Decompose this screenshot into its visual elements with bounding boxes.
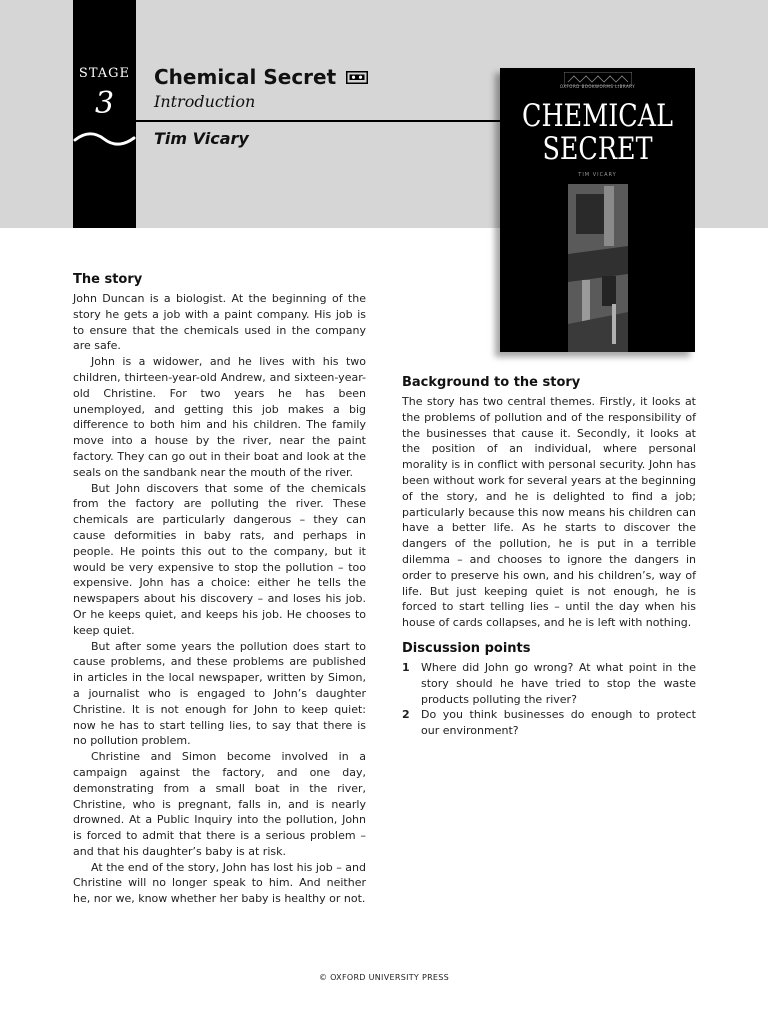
book-cover bbox=[500, 68, 695, 352]
cover-title bbox=[518, 100, 678, 166]
copyright-footer: © OXFORD UNIVERSITY PRESS bbox=[318, 973, 450, 982]
background-paragraph: The story has two central themes. Firstly, it looks at the problems of pollution and of the responsibility of the businesses that cause it. Secondly, it looks at the position of an individual, where personal morality is in conflict with personal security. John has been without work for several years at the beginning of the story, and he is delighted to find a job; particularly because this now means his children can have a better life. As he starts to discover the dangers of the pollution, he is put in a terrible dilemma – and chooses to ignore the dangers in order to preserve his own, and his children’s, way of life. But just keeping quiet is not enough, he is forced to start telling lies – until the day when his house of cards collapses, and he is left with nothing. bbox=[402, 395, 696, 630]
factory-photo-icon bbox=[568, 184, 628, 352]
discussion-number: 2 bbox=[402, 708, 410, 722]
stage-label: STAGE bbox=[78, 66, 131, 81]
introduction-subtitle: Introduction bbox=[154, 92, 256, 111]
discussion-text: Where did John go wrong? At what point in the story should he have tried to stop the waste products polluting the river? bbox=[421, 660, 696, 706]
story-paragraph: John Duncan is a biologist. At the beginning of the story he gets a job with a paint company. His job is to ensure that the chemicals used in the company are safe. bbox=[73, 292, 366, 353]
book-title: Chemical Secret bbox=[154, 65, 337, 89]
list-item bbox=[402, 707, 696, 739]
cover-author: TIM VICARY bbox=[578, 172, 617, 178]
story-paragraph: John is a widower, and he lives with his two children, thirteen-year-old Andrew, and sixteen-year-old Christine. For two years he has been unemployed, and getting this job makes a big difference to both him and his children. The family move into a house by the river, near the paint factory. They can go out in their boat and look at the seals on the sandbank near the mouth of the river. bbox=[73, 355, 366, 479]
background-section bbox=[402, 374, 696, 739]
title-divider bbox=[136, 120, 502, 122]
discussion-text: Do you think businesses do enough to protect our environment? bbox=[421, 708, 696, 738]
list-item bbox=[402, 660, 696, 707]
story-paragraph: But John discovers that some of the chemicals from the factory are polluting the river. These chemicals are particularly dangerous – they can cause deformities in baby rats, and perhaps in people. He points this out to the company, but it would be very expensive to stop the pollution – too expensive. John has a choice: either he tells the newspapers about his discovery – and loses his job. Or he keeps quiet, and keeps his job. He chooses to keep quiet. bbox=[73, 481, 366, 637]
discussion-section bbox=[402, 640, 696, 739]
background-heading: Background to the story bbox=[402, 375, 581, 390]
story-paragraph: Christine and Simon become involved in a campaign against the factory, and one day, demonstrating from a small boat in the river, Christine, who is pregnant, falls in, and is nearly drowned. At a Public Inquiry into the pollution, John is forced to admit that there is a serious problem – and that his daughter’s baby is at risk. bbox=[73, 750, 366, 858]
stage-marker bbox=[73, 0, 136, 228]
cover-title-line2: SECRET bbox=[542, 131, 653, 167]
stage-number: 3 bbox=[94, 86, 115, 121]
discussion-heading: Discussion points bbox=[402, 640, 531, 656]
cover-photo bbox=[568, 184, 628, 352]
author-name: Tim Vicary bbox=[154, 129, 249, 148]
story-heading: The story bbox=[73, 272, 143, 287]
story-paragraph: At the end of the story, John has lost his job – and Christine will no longer speak to him. And neither he, nor we, know whether her baby is healthy or not. bbox=[73, 860, 366, 906]
discussion-list bbox=[402, 660, 696, 739]
wave-ornament-icon bbox=[73, 130, 136, 148]
cassette-icon bbox=[346, 71, 368, 84]
story-paragraph: But after some years the pollution does start to cause problems, and these problems are published in articles in the local newspaper, written by Simon, a journalist who is engaged to John’s daughter Christine. It is not enough for John to keep quiet: now he has to start telling lies, to say that there is no pollution problem. bbox=[73, 639, 366, 748]
book-title-row bbox=[154, 63, 368, 91]
cover-title-line1: CHEMICAL bbox=[522, 98, 673, 134]
story-section bbox=[73, 271, 366, 907]
cover-series-text: OXFORD BOOKWORMS LIBRARY bbox=[559, 84, 636, 89]
discussion-number: 1 bbox=[402, 660, 410, 674]
